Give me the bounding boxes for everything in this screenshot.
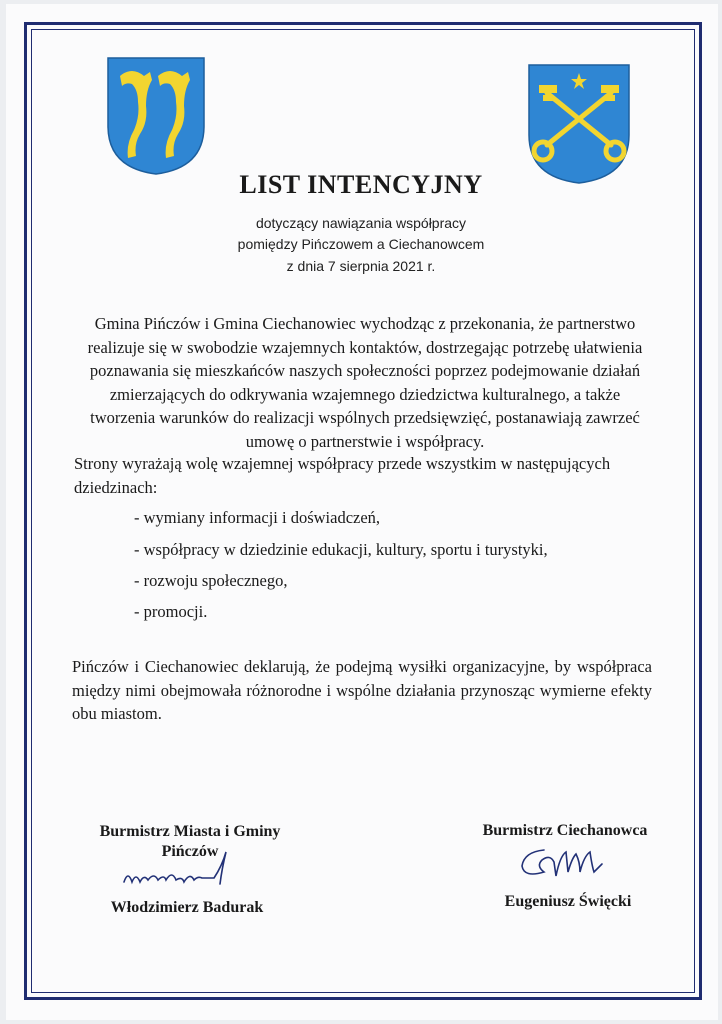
left-role-line-1: Burmistrz Miasta i Gminy (99, 823, 281, 840)
fields-paragraph: Strony wyrażają wolę wzajemnej współpracy przede wszystkim w następujących dziedzinach: (74, 454, 611, 497)
right-signatory-name: Eugeniusz Święcki (504, 893, 632, 910)
intro-paragraph: Gmina Pińczów i Gmina Ciechanowiec wychodząc z przekonania, że partnerstwo realizuje się w swobodzie wzajemnych kontaktów, dostrzegając potrzebę ułatwienia poznawania się mieszkańców naszych społeczności poprzez podejmowanie działań zmierzających do odkrywania wzajemnego dziedzictwa kulturalnego, a także tworzenia warunków do realizacji wspólnych przedsięwzięć, postanawiają zawrzeć umowę o partnerstwie i współpracy. (87, 314, 643, 451)
ciechanowiec-coat-of-arms-icon (527, 63, 631, 185)
pinczow-coat-of-arms-icon (106, 56, 206, 176)
subtitle-line-2: pomiędzy Pińczowem a Ciechanowcem (237, 236, 485, 252)
list-item: - wymiany informacji i doświadczeń, (134, 508, 381, 527)
right-signatory-role: Burmistrz Ciechanowca (482, 822, 648, 839)
list-item: - rozwoju społecznego, (134, 571, 288, 590)
document-title: LIST INTENCYJNY (239, 170, 483, 199)
subtitle-line-1: dotyczący nawiązania współpracy (255, 215, 467, 231)
left-handwritten-signature (118, 848, 236, 892)
list-item: - promocji. (134, 602, 208, 621)
left-role-line-2: Pińczów (161, 843, 219, 860)
list-item: - współpracy w dziedzinie edukacji, kultury, sportu i turystyki, (134, 540, 548, 559)
subtitle-line-3: z dnia 7 sierpnia 2021 r. (286, 258, 436, 274)
left-signatory-name: Włodzimierz Badurak (110, 899, 264, 916)
right-handwritten-signature (514, 842, 606, 884)
declaration-paragraph: Pińczów i Ciechanowiec deklarują, że podejmą wysiłki organizacyjne, by współpraca między nimi obejmowała różnorodne i wspólne działania przynosząc wymierne efekty obu miastom. (72, 657, 652, 723)
